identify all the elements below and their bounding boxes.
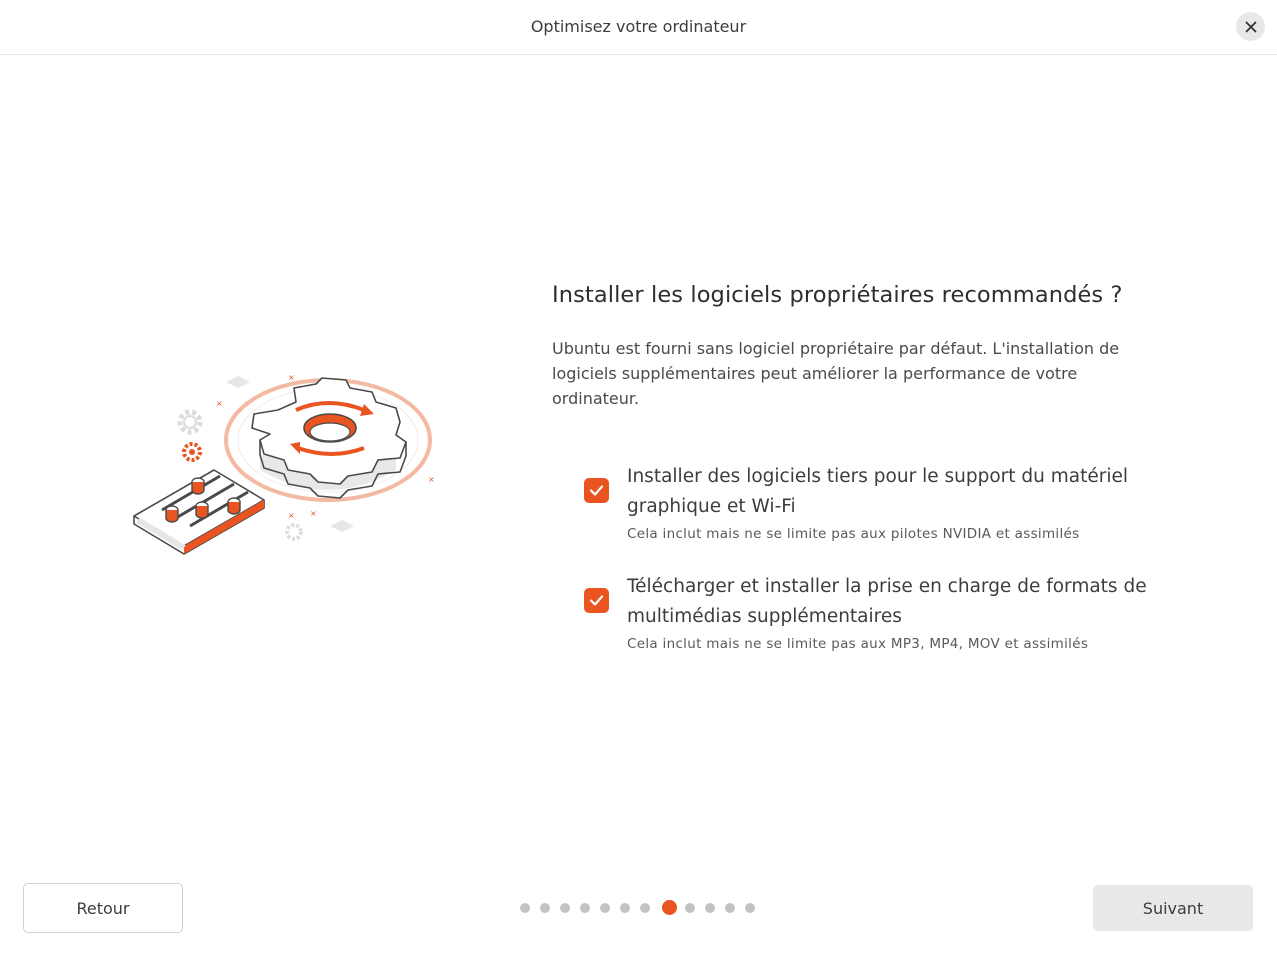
window-title: Optimisez votre ordinateur	[530, 17, 747, 36]
progress-dot	[620, 903, 630, 913]
progress-dot	[540, 903, 550, 913]
main-content	[552, 280, 1147, 652]
progress-dot	[685, 903, 695, 913]
progress-dot	[520, 903, 530, 913]
progress-dot	[640, 903, 650, 913]
progress-dot	[745, 903, 755, 913]
progress-dot	[560, 903, 570, 913]
gear-settings-illustration	[128, 360, 448, 575]
svg-text:×: ×	[428, 475, 435, 484]
close-button[interactable]	[1236, 12, 1265, 41]
third-party-sublabel: Cela inclut mais ne se limite pas aux pilotes NVIDIA et assimilés	[627, 526, 1080, 542]
next-button[interactable]: Suivant	[1093, 885, 1253, 931]
third-party-checkbox[interactable]	[584, 478, 609, 503]
svg-text:×: ×	[310, 509, 317, 518]
checkmark-icon	[588, 592, 605, 609]
progress-dot-active	[662, 900, 677, 915]
header-bar	[0, 0, 1277, 55]
svg-text:×: ×	[216, 399, 223, 408]
progress-dot	[600, 903, 610, 913]
checkmark-icon	[588, 482, 605, 499]
close-icon	[1245, 21, 1257, 33]
back-button[interactable]: Retour	[23, 883, 183, 933]
page-heading: Installer les logiciels propriétaires recommandés ?	[552, 282, 1123, 308]
multimedia-sublabel: Cela inclut mais ne se limite pas aux MP3, MP4, MOV et assimilés	[627, 636, 1089, 652]
svg-text:×: ×	[288, 511, 295, 520]
multimedia-checkbox[interactable]	[584, 588, 609, 613]
progress-dot	[705, 903, 715, 913]
third-party-label[interactable]: Installer des logiciels tiers pour le support du matériel graphique et Wi-Fi	[627, 466, 1128, 517]
progress-dot	[725, 903, 735, 913]
svg-text:×: ×	[288, 373, 295, 382]
page-description: Ubuntu est fourni sans logiciel propriétaire par défaut. L'installation de logiciels supplémentaires peut améliorer la performance de votre ordinateur.	[552, 339, 1120, 408]
progress-dot	[580, 903, 590, 913]
multimedia-label[interactable]: Télécharger et installer la prise en charge de formats de multimédias supplémentaires	[627, 576, 1147, 627]
progress-dots	[515, 897, 775, 919]
